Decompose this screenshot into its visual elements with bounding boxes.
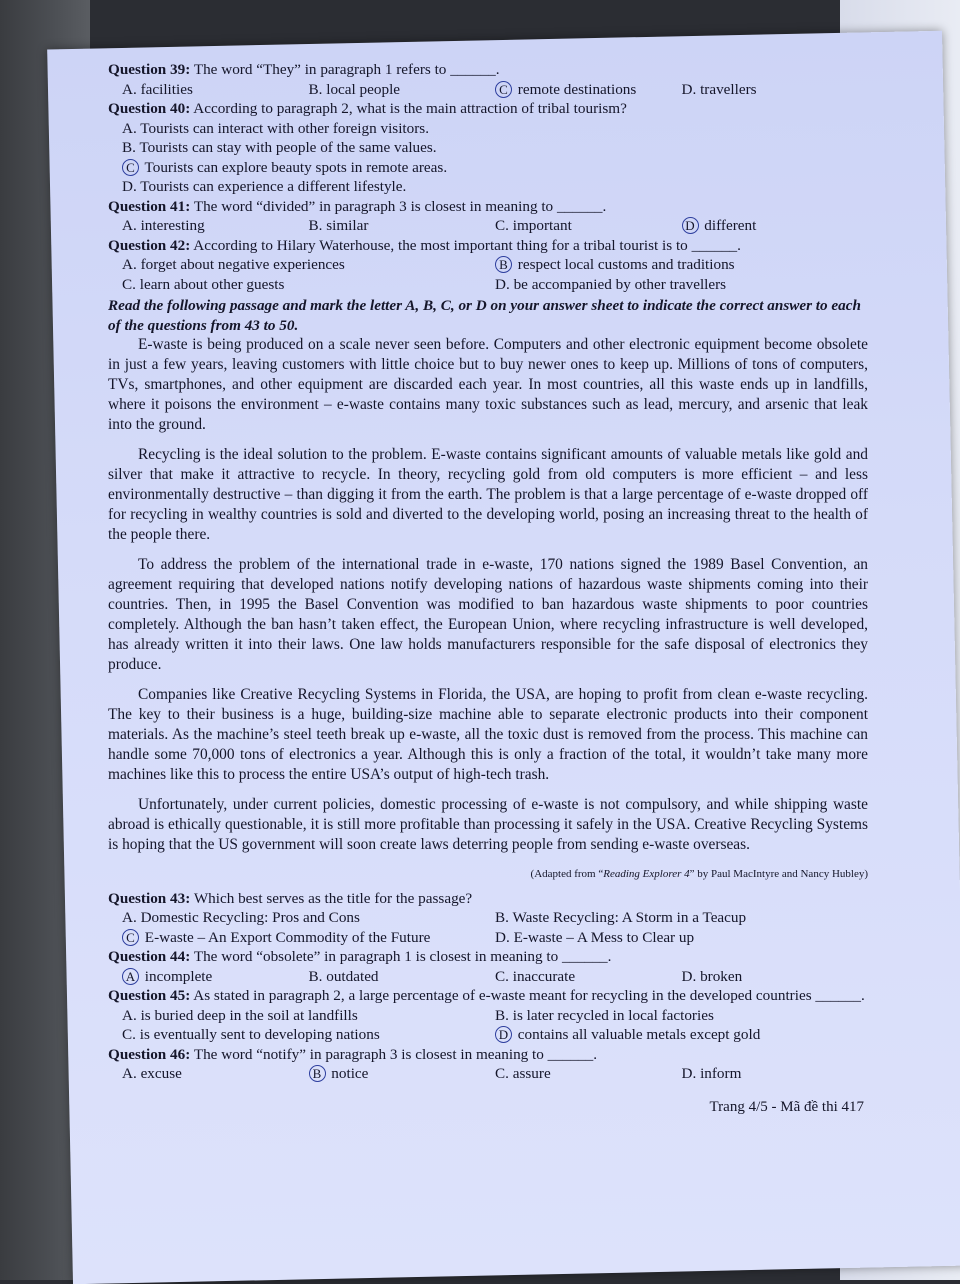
question-39 xyxy=(108,60,868,80)
question-stem: According to paragraph 2, what is the main attraction of tribal tourism? xyxy=(193,100,627,117)
option-a: A. is buried deep in the soil at landfills xyxy=(122,1006,358,1024)
question-46 xyxy=(108,1045,868,1065)
question-label: Question 45: xyxy=(108,987,191,1004)
question-stem: The word “divided” in paragraph 3 is closest in meaning to ______. xyxy=(193,197,607,215)
passage-source: (Adapted from “Reading Explorer 4” by Paul MacIntyre and Nancy Hubley) xyxy=(530,868,868,880)
option-d: D. broken xyxy=(681,967,743,985)
circled-answer-mark: D xyxy=(495,1026,512,1043)
passage-paragraph-4: Companies like Creative Recycling Systems in Florida, the USA, are hoping to profit from clean e-waste recycling. The key to their business is a huge, building-size machine able to separate electronic products into their component materials. As the machine’s steel teeth break up e-waste, all the toxic dust is removed from the process. This machine can handle some 70,000 tons of electronics a year. Although this is only a fraction of the total, it wouldn’t take many more machines like this to process the entire USA’s output of high-tech trash. xyxy=(108,686,868,783)
option-c: C Tourists can explore beauty spots in remote areas. xyxy=(122,158,868,178)
option-c: C. important xyxy=(495,217,572,234)
circled-answer-mark: C xyxy=(122,929,139,946)
circled-answer-mark: C xyxy=(495,81,512,98)
question-41-options xyxy=(108,216,868,236)
question-stem: The word “obsolete” in paragraph 1 is closest in meaning to ______. xyxy=(193,948,612,965)
option-c: C. inaccurate xyxy=(495,967,576,985)
option-b: B. is later recycled in local factories xyxy=(495,1006,714,1024)
question-43 xyxy=(108,889,868,909)
question-41 xyxy=(108,197,868,217)
option-b: B. similar xyxy=(308,217,369,234)
circled-answer-mark: C xyxy=(122,159,139,176)
question-42 xyxy=(108,236,868,256)
option-a: A. forget about negative experiences xyxy=(122,256,345,273)
option-c: C. assure xyxy=(495,1065,551,1082)
question-stem: As stated in paragraph 2, a large percentage of e-waste meant for recycling in the developed countries ______. xyxy=(193,987,865,1004)
question-stem: Which best serves as the title for the passage? xyxy=(193,889,473,907)
option-a: A. Domestic Recycling: Pros and Cons xyxy=(122,909,360,926)
option-d: D. be accompanied by other travellers xyxy=(495,275,727,293)
circled-answer-mark: B xyxy=(309,1065,326,1082)
circled-answer-mark: A xyxy=(122,968,139,985)
question-label: Question 41: xyxy=(108,197,191,215)
passage-paragraph-1: E-waste is being produced on a scale never seen before. Computers and other electronic equipment become obsolete in just a few years, leaving customers with little choice but to buy newer ones to keep up. Millions of tons of computers, TVs, smartphones, and other equipment are discarded each year. In most countries, all this waste ends up in landfills, where it poisons the environment – e-waste contains many toxic substances such as lead, mercury, and arsenic that leak into the ground. xyxy=(108,336,868,433)
section-instruction: Read the following passage and mark the letter A, B, C, or D on your answer sheet to indicate the correct answer to each of the questions from 43 to 50. xyxy=(108,297,861,334)
question-39-options xyxy=(108,80,868,100)
option-d: D. travellers xyxy=(681,80,757,98)
page-footer: Trang 4/5 - Mã đề thi 417 xyxy=(709,1098,864,1115)
question-40-options xyxy=(108,119,868,197)
option-d: D contains all valuable metals except gold xyxy=(495,1025,868,1045)
option-a: A. Tourists can interact with other foreign visitors. xyxy=(122,119,429,137)
option-d: D different xyxy=(682,216,869,236)
reading-passage xyxy=(108,335,868,855)
option-d: D. E-waste – A Mess to Clear up xyxy=(495,928,695,946)
passage-paragraph-5: Unfortunately, under current policies, domestic processing of e-waste is not compulsory, and while shipping waste abroad is ethically questionable, it is still more profitable than processing it safely in the USA. Creative Recycling Systems is hoping that the US government will soon create laws deterring people from sending e-waste overseas. xyxy=(108,796,868,853)
passage-paragraph-3: To address the problem of the international trade in e-waste, 170 nations signed the 1989 Basel Convention, an agreement requiring that developed nations notify developing nations of hazardous waste shipments coming into their countries. Then, in 1995 the Basel Convention was modified to ban hazardous waste shipments to poor countries completely. Although the ban hasn’t taken effect, the European Union, where recycling infrastructure is well developed, has already written it into their laws. One law holds manufacturers responsible for the safe disposal of electronics they produce. xyxy=(108,556,868,673)
option-d: D. inform xyxy=(681,1065,742,1082)
passage-paragraph-2: Recycling is the ideal solution to the problem. E-waste contains significant amounts of valuable metals like gold and silver that make it attractive to recycle. In theory, recycling gold from old computers is more efficient – and less environmentally destructive – than digging it from the earth. The problem is that a large percentage of e-waste dropped off for recycling in wealthy countries is sold and diverted to the developing world, posing an increasing threat to the health of the people there. xyxy=(108,446,868,543)
option-c: C remote destinations xyxy=(495,80,682,100)
question-45 xyxy=(108,986,868,1006)
question-label: Question 46: xyxy=(108,1045,191,1063)
question-42-options xyxy=(108,255,868,294)
question-stem: According to Hilary Waterhouse, the most important thing for a tribal tourist is to ______. xyxy=(193,236,741,254)
question-stem: The word “They” in paragraph 1 refers to ______. xyxy=(193,61,500,78)
option-a: A incomplete xyxy=(122,967,309,987)
option-b: B. local people xyxy=(308,80,401,98)
circled-answer-mark: D xyxy=(682,217,699,234)
question-43-options xyxy=(108,908,868,947)
question-label: Question 39: xyxy=(108,61,191,78)
option-a: A. excuse xyxy=(122,1065,182,1082)
question-label: Question 44: xyxy=(108,948,191,965)
question-40 xyxy=(108,99,868,119)
question-44-options xyxy=(108,967,868,987)
option-d: D. Tourists can experience a different lifestyle. xyxy=(122,178,407,195)
option-b: B. Tourists can stay with people of the same values. xyxy=(122,139,437,156)
option-b: B. outdated xyxy=(308,967,379,985)
question-label: Question 42: xyxy=(108,236,191,254)
circled-answer-mark: B xyxy=(495,256,512,273)
question-44 xyxy=(108,947,868,967)
question-45-options xyxy=(108,1006,868,1045)
option-c: C. is eventually sent to developing nations xyxy=(122,1026,380,1043)
option-b: B. Waste Recycling: A Storm in a Teacup xyxy=(495,909,747,926)
option-b: B respect local customs and traditions xyxy=(495,255,868,275)
exam-page-content xyxy=(108,60,868,1117)
question-stem: The word “notify” in paragraph 3 is closest in meaning to ______. xyxy=(193,1045,598,1063)
option-b: B notice xyxy=(309,1064,496,1084)
question-46-options xyxy=(108,1064,868,1084)
option-a: A. interesting xyxy=(122,217,205,234)
option-c: C. learn about other guests xyxy=(122,275,285,293)
question-label: Question 43: xyxy=(108,889,191,907)
question-label: Question 40: xyxy=(108,100,191,117)
option-c: C E-waste – An Export Commodity of the Future xyxy=(122,928,495,948)
option-a: A. facilities xyxy=(122,80,193,98)
